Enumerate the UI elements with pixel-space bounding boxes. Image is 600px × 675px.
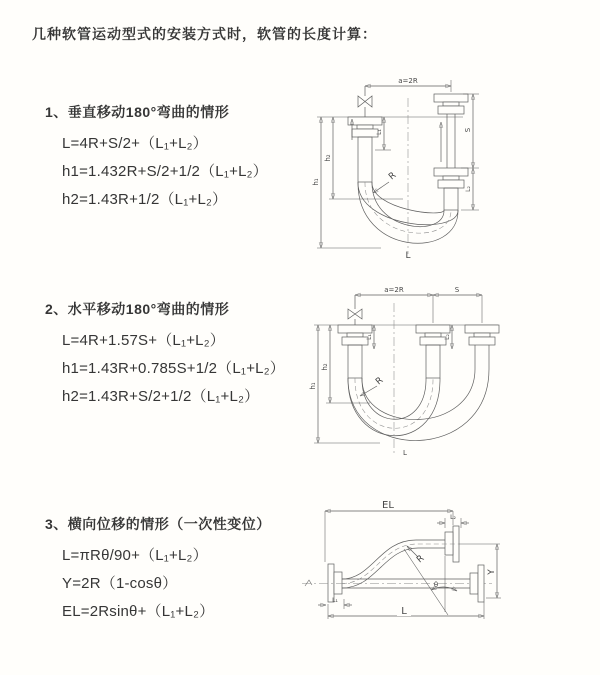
- braided-hose: [358, 137, 372, 182]
- valve-icon: [348, 295, 362, 325]
- page-title: 几种软管运动型式的安装方式时，软管的长度计算：: [32, 26, 377, 42]
- angle-theta: [404, 549, 457, 615]
- dim-label-r: R: [374, 375, 386, 388]
- braided-hose: [426, 345, 440, 378]
- dim-label-l: L: [403, 449, 407, 457]
- radius-leader: [373, 171, 398, 193]
- dim-a2r: [365, 77, 451, 92]
- centerline-break: [305, 580, 312, 586]
- dim-label-theta: θ: [433, 581, 439, 589]
- dim-label-l1: L₁: [332, 597, 338, 604]
- dim-label-l2: L₂: [444, 334, 451, 340]
- right-fitting: [434, 94, 468, 210]
- dim-label-h1: h₁: [309, 382, 317, 390]
- formula-h1: h1=1.43R+0.785S+1/2（L₁+L₂）: [62, 360, 285, 377]
- dim-label-l2: L₂: [450, 514, 456, 521]
- dim-label-l1: L₁: [366, 334, 373, 340]
- dim-a2r: [355, 286, 433, 295]
- dim-label-y: Y: [487, 569, 497, 575]
- dim-y: [486, 544, 501, 598]
- middle-fitting: [416, 325, 450, 378]
- dim-label-r: R: [387, 170, 399, 183]
- hose-u-bend: [348, 368, 489, 441]
- formula-EL: EL=2Rsinθ+（L₁+L₂）: [62, 603, 215, 620]
- diagram-vertical-bend: [313, 70, 585, 262]
- dim-l: [328, 602, 484, 619]
- diagram-horizontal-bend: [310, 283, 600, 460]
- dim-label-h2: h₂: [321, 363, 329, 371]
- section-1-heading: 1、垂直移动180°弯曲的情形: [45, 104, 230, 120]
- dim-label-s: S: [454, 286, 460, 294]
- dim-label-a2r: a=2R: [384, 286, 404, 294]
- dim-s: [433, 286, 482, 295]
- diagram-lateral-displacement: [300, 498, 515, 648]
- dim-label-a2r: a=2R: [398, 77, 418, 85]
- formula-h1: h1=1.432R+S/2+1/2（L₁+L₂）: [62, 163, 268, 180]
- dim-s: [461, 94, 479, 168]
- dim-label-h2: h₂: [324, 154, 332, 162]
- left-fitting: [338, 325, 372, 378]
- section-3: [45, 515, 271, 630]
- section-1: [45, 103, 268, 218]
- braided-hose: [444, 188, 458, 210]
- section-2-heading: 2、水平移动180°弯曲的情形: [45, 301, 230, 317]
- dim-label-l2: L₂: [465, 186, 472, 192]
- dim-label-el: EL: [382, 500, 394, 511]
- dim-label-r: R: [415, 553, 427, 566]
- braided-hose: [348, 345, 362, 378]
- formula-h2: h2=1.43R+1/2（L₁+L₂）: [62, 191, 228, 208]
- formula-L: L=4R+1.57S+（L₁+L₂）: [62, 332, 225, 349]
- formula-Y: Y=2R（1-cosθ）: [62, 575, 178, 592]
- dim-label-l1: L₁: [376, 129, 383, 135]
- formula-L: L=4R+S/2+（L₁+L₂）: [62, 135, 208, 152]
- formula-h2: h2=1.43R+S/2+1/2（L₁+L₂）: [62, 388, 260, 405]
- hose-s-curve: [342, 540, 459, 588]
- radius-leader: [407, 546, 426, 565]
- dim-l1: [318, 597, 352, 609]
- formula-L: L=πRθ/90+（L₁+L₂）: [62, 547, 208, 564]
- dim-label-h1: h₁: [312, 178, 320, 186]
- valve-icon: [358, 86, 372, 117]
- section-2: [45, 300, 285, 415]
- dim-label-s: S: [464, 127, 472, 133]
- moved-fitting: [465, 325, 499, 368]
- dim-el: [325, 500, 453, 562]
- dim-label-l: L: [401, 606, 407, 617]
- section-3-heading: 3、横向位移的情形（一次性变位）: [45, 516, 271, 532]
- dim-label-l: L: [405, 251, 411, 261]
- left-fitting: [348, 117, 382, 182]
